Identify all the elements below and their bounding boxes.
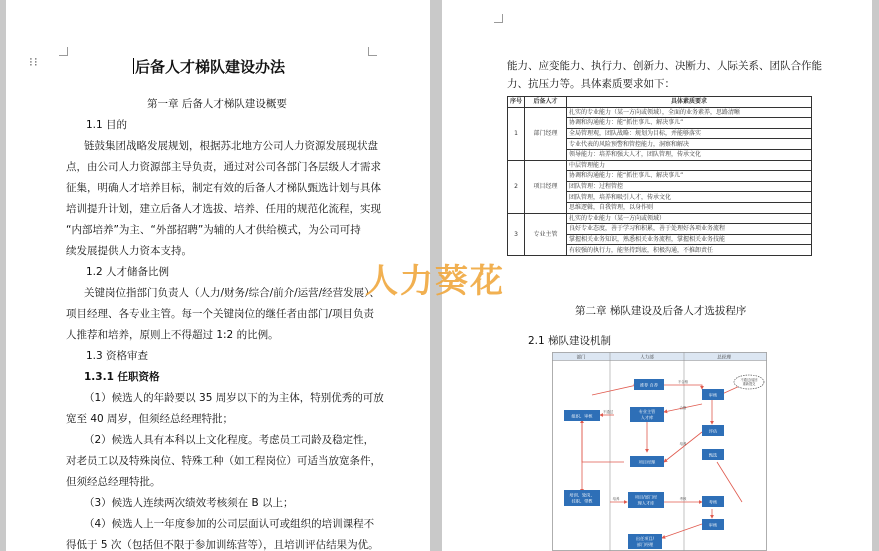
flow-box-label: 专业主管 [638,409,656,414]
list-item-line: 但须经总经理特批。 [66,476,161,488]
paragraph-line: 项目经理、各专业主管。每一个关键岗位的继任者由部门/项目负责 [66,308,375,320]
edge-label: 培养 [612,497,620,501]
edge-label: 不合格 [677,380,689,384]
table-cell: 扎实的专业能力（某一方向或领域） [567,213,812,224]
flow-box-label: 审核 [708,392,718,398]
list-item-line: （4）候选人上一年度参加的公司层面认可或组织的培训课程不 [84,518,375,530]
flowchart-diagram [552,352,767,551]
table-row [508,160,812,171]
flow-box-label: 评估 [708,428,718,434]
flow-box-label: 审核 [708,522,718,528]
paragraph-line: 培训提升计划，建立后备人才选拔、培养、任用的规范化流程，实现 [66,203,381,215]
section-heading: 1.3 资格审查 [86,350,149,362]
paragraph-line: “内部培养”为主、“外部招聘”为辅的人才供给模式，为公司可持 [66,224,361,236]
table-header-row [508,97,812,108]
flow-box-label: 甄选 [708,452,718,458]
margin-marker [494,14,503,23]
text-cursor [133,58,134,74]
flow-box-label: 挂职、带教 [571,498,593,504]
table-cell: 团队管理：过程管控 [567,181,812,192]
chapter-heading: 第一章 后备人才梯队建设概要 [147,98,287,110]
table-cell: 扎实的专业能力（某一方向或领域），全面的业务素养，思路清晰 [567,107,812,118]
section-heading: 1.2 人才储备比例 [86,266,170,278]
edge-label: 考核 [679,497,687,501]
table-cell: 全局管理观，团队战略：规划为目标，并能够落实 [567,128,812,139]
table-cell-role: 部门经理 [525,107,567,160]
table-cell-number: 2 [508,160,525,213]
table-cell: 有较强的执行力，能坚持到底，积极沟通，不推卸责任 [567,245,812,256]
document-title-text: 后备人才梯队建设办法 [135,58,286,76]
paragraph-line: 点，由公司人力资源部主导负责，通过对公司各部门各层级人才需求 [66,161,381,173]
section-heading: 2.1 梯队建设机制 [528,335,612,347]
margin-marker [368,47,377,56]
flow-box-label: 部门经理 [636,542,654,547]
flow-note-text: 重新提交 [742,382,756,386]
table-cell-role: 项目经理 [525,160,567,213]
edge-label: 培养 [679,442,687,446]
paragraph-line: 关键岗位指部门负责人（人力/财务/综合/前介/运营/经营发展）、 [84,287,380,299]
table-cell: 协调和沟通能力：能“抓住事儿、解决事儿” [567,171,812,182]
list-item-line: 得低于 5 次（包括但不限于参加训练营等），且培训评估结果为优。 [66,539,379,551]
paragraph-line: 力、抗压力等。具体素质要求如下： [507,78,675,90]
chapter-heading: 第二章 梯队建设及后备人才选拔程序 [575,305,747,317]
lane-header-text: 总经理 [717,355,731,361]
edge-label: 合格 [679,406,687,410]
section-heading: 1.1 目的 [86,119,128,131]
paragraph-line: 续发展提供人力资本支持。 [66,245,192,257]
flow-box-label: 考核 [708,499,718,505]
lane-header-text: 人力部 [640,355,654,361]
watermark-text: 人力葵花 [365,261,505,300]
table-row [508,107,812,118]
table-cell-role: 专业主管 [525,213,567,255]
table-header-cell: 后备人才 [525,97,567,108]
table-row [508,213,812,224]
table-cell: 专业代表的风险预警和管控能力，洞察和解决 [567,139,812,150]
table-cell: 掌握相关业务知识，熟悉相关业务流程，掌握相关业务技能 [567,234,812,245]
lane-header-text: 部门 [576,355,586,361]
paragraph-line: 链鼓集团战略发展规划，根据苏北地方公司人力资源发展现状盘 [84,140,378,152]
flow-box-label: 推荐 自荐 [639,382,659,388]
subsection-heading: 1.3.1 任职资格 [84,371,160,383]
table-cell: 良好专业态度，善于学习和积累，善于处理好各项业务流程 [567,224,812,235]
table-cell: 团队管理，培养和吸引人才，传承文化 [567,192,812,203]
table-cell: 领导能力：培养和强大人才，团队管理，传承文化 [567,149,812,160]
flow-box-label: 人才库 [640,415,654,420]
document-page-right[interactable] [442,0,872,551]
table-cell: 协调和沟通能力：能“抓住事儿、解决事儿” [567,118,812,129]
flow-box-label: 出任项目/ [635,536,655,541]
paragraph-line: 人推荐和培养，原则上不得超过 1:2 的比例。 [66,329,279,341]
list-item-line: 对老员工以及特殊岗位、特殊工种（如工程岗位）可适当放宽条件， [66,455,381,467]
table-header-cell: 具体素质要求 [567,97,812,108]
list-item-line: （2）候选人具有本科以上文化程度。考虑员工司龄及稳定性， [84,434,375,446]
paragraph-line: 征集，明确人才培养目标，制定有效的后备人才梯队甄选计划与具体 [66,182,381,194]
table-cell-number: 1 [508,107,525,160]
flow-box-label: 项目经理 [638,459,656,465]
list-item-line: （1）候选人的年龄要以 35 周岁以下的为主体，特别优秀的可放 [84,392,384,404]
document-title[interactable] [133,56,285,78]
flow-box-label: 理人才库 [637,500,655,506]
flow-note-text: 不通过/返回 [740,378,758,382]
table-cell-number: 3 [508,213,525,255]
list-item-line: （3）候选人连续两次绩效考核须在 B 以上； [84,497,294,509]
margin-marker [59,47,68,56]
paragraph-line: 能力、应变能力、执行力、创新力、决断力、人际关系、团队合作能 [507,60,822,72]
table-cell: 中层管理能力 [567,160,812,171]
edge-label: 不通过 [602,410,614,414]
drag-handle-icon[interactable]: ⁝⁝ [29,55,39,69]
flow-box-label: 组织、审核 [571,413,593,419]
table-cell: 思维逻辑，自我管理，以身作则 [567,202,812,213]
flow-box-label: 培训、轮岗、 [569,492,595,498]
flow-box-label: 项目/部门经 [634,494,658,500]
requirements-table [507,96,812,256]
list-item-line: 宽至 40 周岁，但须经总经理特批； [66,413,234,425]
table-header-cell: 序号 [508,97,525,108]
